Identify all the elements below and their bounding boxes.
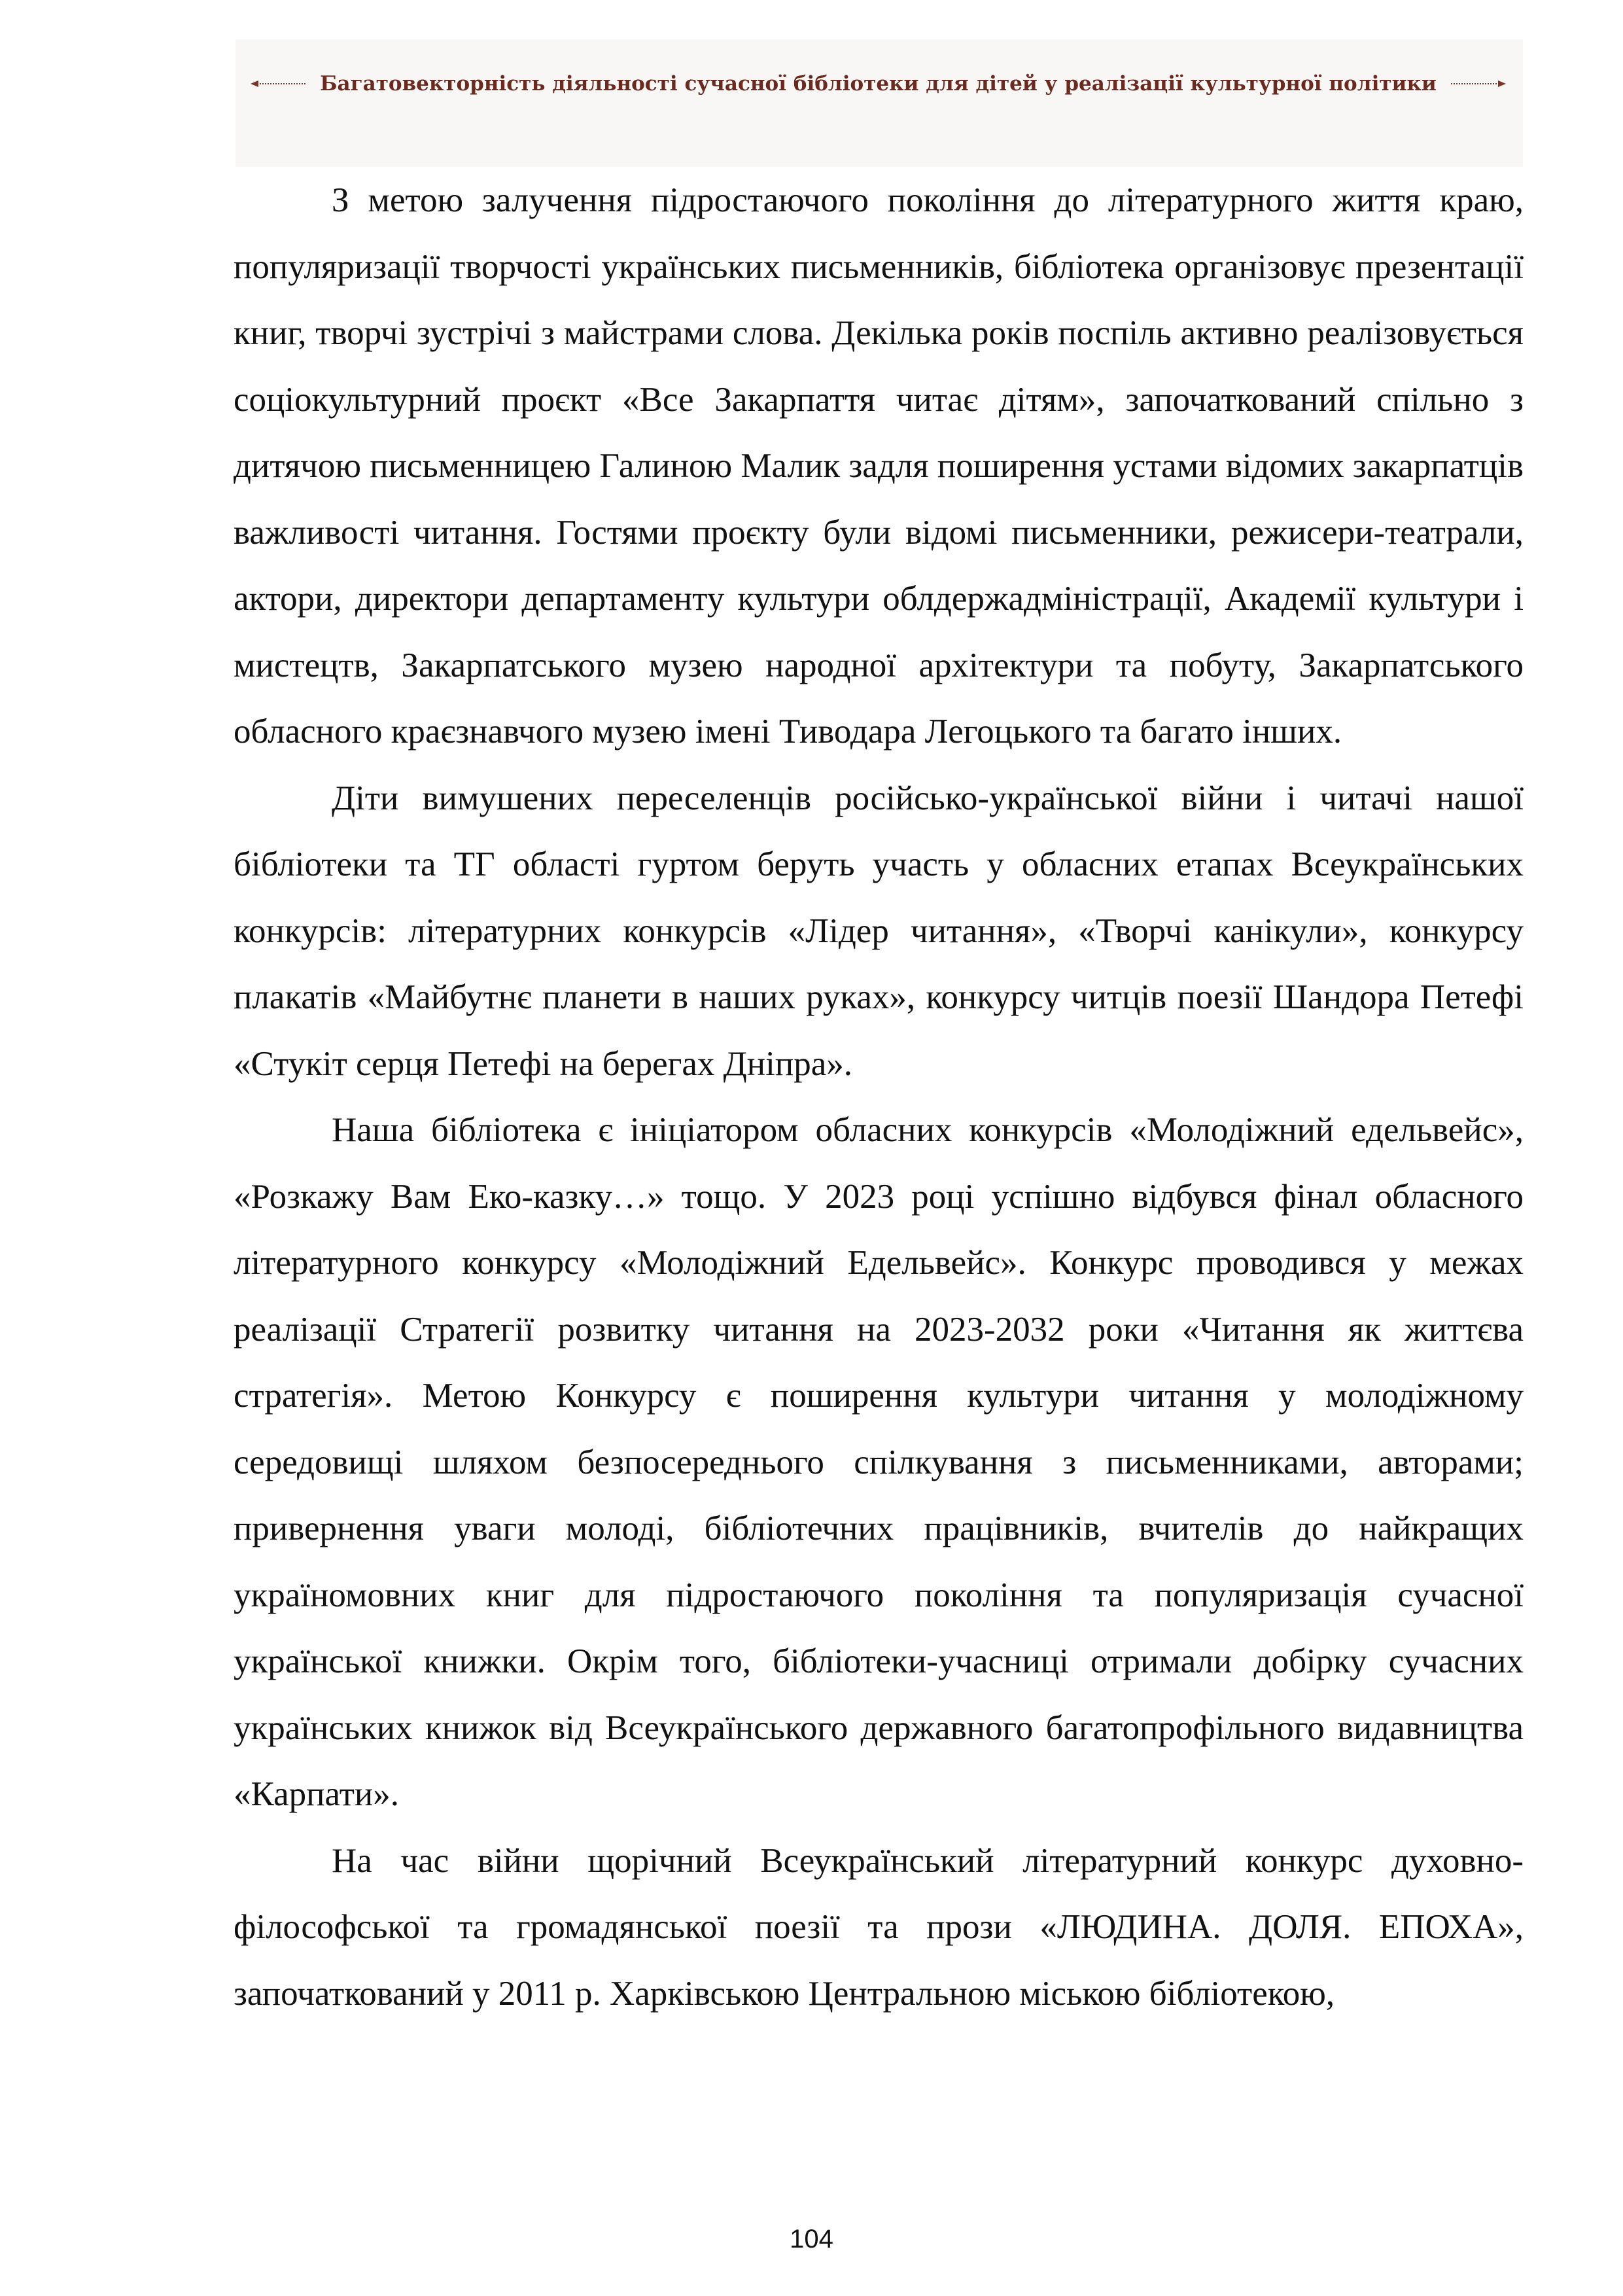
- paragraph: З метою залучення підростаючого покоління до літературного життя краю, популяризації творчості українських письменників, бібліотека організовує презентації книг, творчі зустрічі з майстрами слова. Декілька років поспіль активно реалізовується соціокультурний проєкт «Все Закарпаття читає дітям», започаткований спільно з дитячою письменницею Галиною Малик задля поширення устами відомих закарпатців важливості читання. Гостями проєкту були відомі письменники, режисери-театрали, актори, директори департаменту культури облдержадміністрації, Академії культури і мистецтв, Закарпатського музею народної архітектури та побуту, Закарпатського обласного краєзнавчого музею імені Тиводара Легоцького та багато інших.: [234, 181, 1524, 751]
- running-head-title: Багатовекторність діяльності сучасної бібліотеки для дітей у реалізації культурної політики: [320, 72, 1437, 96]
- page-number: 104: [790, 2225, 833, 2253]
- body-text: [234, 168, 1524, 2027]
- paragraph: Діти вимушених переселенців російсько-української війни і читачі нашої бібліотеки та ТГ області гуртом беруть участь у обласних етапах Всеукраїнських конкурсів: літературних конкурсів «Лідер читання», «Творчі канікули», конкурсу плакатів «Майбутнє планети в наших руках», конкурсу читців поезії Шандора Петефі «Стукіт серця Петефі на берегах Дніпра».: [234, 779, 1524, 1083]
- left-arrow-rule: [252, 81, 305, 86]
- paragraph: Наша бібліотека є ініціатором обласних конкурсів «Молодіжний едельвейс», «Розкажу Вам Еко-казку…» тощо. У 2023 році успішно відбувся фінал обласного літературного конкурсу «Молодіжний Едельвейс». Конкурс проводився у межах реалізації Стратегії розвитку читання на 2023-2032 роки «Читання як життєва стратегія». Метою Конкурсу є поширення культури читання у молодіжному середовищі шляхом безпосереднього спілкування з письменниками, авторами; привернення уваги молоді, бібліотечних працівників, вчителів до найкращих україномовних книг для підростаючого покоління та популяризація сучасної української книжки. Окрім того, бібліотеки-учасниці отримали добірку сучасних українських книжок від Всеукраїнського державного багатопрофільного видавництва «Карпати».: [234, 1111, 1524, 1813]
- running-head: [252, 65, 1505, 102]
- right-arrow-rule: [1451, 81, 1505, 86]
- paragraph: На час війни щорічний Всеукраїнський літературний конкурс духовно-філософської та громадянської поезії та прози «ЛЮДИНА. ДОЛЯ. ЕПОХА», започаткований у 2011 р. Харківською Центральною міською бібліотекою,: [234, 1841, 1524, 2013]
- running-head-band: [236, 39, 1523, 167]
